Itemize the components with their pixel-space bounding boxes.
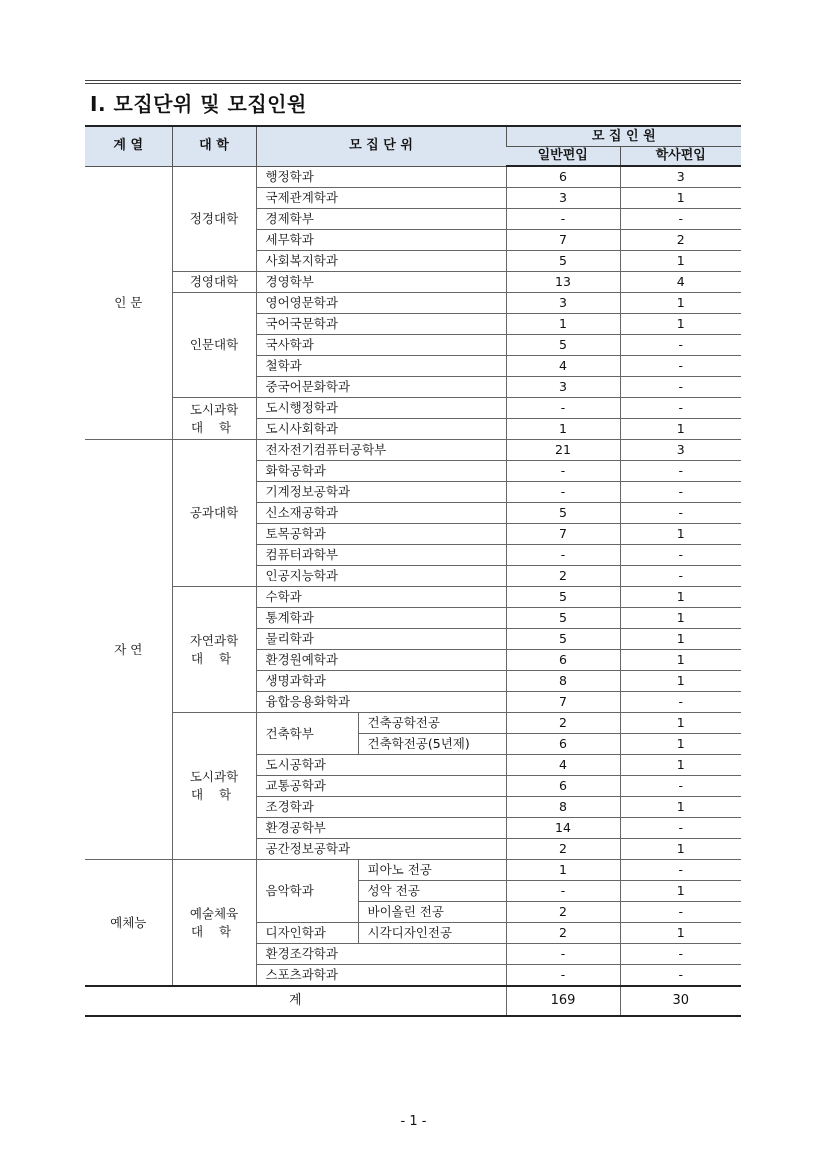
general-cell: 5 (506, 629, 620, 650)
general-cell: 8 (506, 671, 620, 692)
bachelor-cell: 1 (620, 650, 741, 671)
unit-cell: 세무학과 (256, 230, 506, 251)
header-field: 계 열 (85, 126, 172, 166)
sub-unit-cell: 건축학전공(5년제) (358, 734, 506, 755)
unit-cell: 인공지능학과 (256, 566, 506, 587)
field-cell: 인 문 (85, 166, 172, 440)
bachelor-cell: - (620, 776, 741, 797)
bachelor-cell: - (620, 482, 741, 503)
general-cell: 5 (506, 587, 620, 608)
general-cell: - (506, 881, 620, 902)
sub-unit-cell: 피아노 전공 (358, 860, 506, 881)
general-cell: - (506, 461, 620, 482)
unit-cell: 공간정보공학과 (256, 839, 506, 860)
general-cell: 6 (506, 650, 620, 671)
general-cell: 13 (506, 272, 620, 293)
bachelor-cell: - (620, 461, 741, 482)
college-cell: 정경대학 (172, 166, 256, 272)
bachelor-cell: - (620, 545, 741, 566)
sub-unit-cell: 성악 전공 (358, 881, 506, 902)
unit-cell: 스포츠과학과 (256, 965, 506, 987)
table-row (85, 440, 741, 461)
table-row (85, 166, 741, 188)
general-cell: 5 (506, 251, 620, 272)
header-quota: 모 집 인 원 (506, 126, 741, 147)
bachelor-cell: - (620, 965, 741, 987)
college-cell (172, 860, 256, 987)
college-line-1: 예술체육 (189, 905, 239, 921)
college-cell: 공과대학 (172, 440, 256, 587)
bachelor-cell: 1 (620, 755, 741, 776)
general-cell: 5 (506, 608, 620, 629)
unit-cell: 전자전기컴퓨터공학부 (256, 440, 506, 461)
bachelor-cell: 1 (620, 671, 741, 692)
top-rule-2 (85, 83, 741, 84)
college-cell (172, 587, 256, 713)
unit-cell: 경영학부 (256, 272, 506, 293)
general-cell: 3 (506, 377, 620, 398)
general-cell: 2 (506, 902, 620, 923)
bachelor-cell: 1 (620, 251, 741, 272)
unit-cell: 환경원예학과 (256, 650, 506, 671)
unit-cell: 통계학과 (256, 608, 506, 629)
field-cell: 자 연 (85, 440, 172, 860)
header-college: 대 학 (172, 126, 256, 166)
unit-cell: 화학공학과 (256, 461, 506, 482)
bachelor-cell: - (620, 902, 741, 923)
general-cell: 3 (506, 293, 620, 314)
unit-cell: 도시사회학과 (256, 419, 506, 440)
bachelor-cell: 1 (620, 293, 741, 314)
general-cell: 2 (506, 713, 620, 734)
college-line-1: 자연과학 (189, 632, 239, 648)
top-rule (85, 80, 741, 81)
general-cell: 1 (506, 419, 620, 440)
table-row (85, 713, 741, 734)
general-cell: 14 (506, 818, 620, 839)
table-row (85, 398, 741, 419)
general-cell: 7 (506, 524, 620, 545)
bachelor-cell: - (620, 860, 741, 881)
table-row (85, 587, 741, 608)
total-bachelor: 30 (620, 986, 741, 1016)
bachelor-cell: - (620, 356, 741, 377)
unit-cell: 국제관계학과 (256, 188, 506, 209)
general-cell: 1 (506, 314, 620, 335)
bachelor-cell: - (620, 503, 741, 524)
page-title: Ⅰ. 모집단위 및 모집인원 (90, 92, 307, 116)
general-cell: - (506, 944, 620, 965)
college-line-1: 도시과학 (189, 769, 239, 784)
unit-cell: 건축학부 (256, 713, 358, 755)
general-cell: 4 (506, 356, 620, 377)
bachelor-cell: - (620, 566, 741, 587)
general-cell: 7 (506, 230, 620, 251)
quota-table-wrapper (85, 125, 741, 1017)
college-cell (172, 398, 256, 440)
general-cell: 5 (506, 335, 620, 356)
total-row (85, 986, 741, 1016)
unit-cell: 국어국문학과 (256, 314, 506, 335)
bachelor-cell: 1 (620, 629, 741, 650)
bachelor-cell: 2 (620, 230, 741, 251)
unit-cell: 토목공학과 (256, 524, 506, 545)
general-cell: 6 (506, 734, 620, 755)
college-cell: 인문대학 (172, 293, 256, 398)
unit-cell: 디자인학과 (256, 923, 358, 944)
bachelor-cell: 1 (620, 608, 741, 629)
unit-cell: 영어영문학과 (256, 293, 506, 314)
unit-cell: 기계정보공학과 (256, 482, 506, 503)
general-cell: 5 (506, 503, 620, 524)
general-cell: 2 (506, 566, 620, 587)
bachelor-cell: 1 (620, 797, 741, 818)
unit-cell: 컴퓨터과학부 (256, 545, 506, 566)
unit-cell: 융합응용화학과 (256, 692, 506, 713)
bachelor-cell: - (620, 398, 741, 419)
bachelor-cell: - (620, 377, 741, 398)
college-line-1: 도시과학 (189, 401, 239, 417)
general-cell: - (506, 545, 620, 566)
college-cell (172, 713, 256, 860)
bachelor-cell: 1 (620, 839, 741, 860)
bachelor-cell: 4 (620, 272, 741, 293)
sub-unit-cell: 바이올린 전공 (358, 902, 506, 923)
page-number: - 1 - (400, 1114, 427, 1129)
unit-cell: 신소재공학과 (256, 503, 506, 524)
general-cell: 2 (506, 839, 620, 860)
bachelor-cell: - (620, 335, 741, 356)
general-cell: 6 (506, 776, 620, 797)
general-cell: - (506, 965, 620, 987)
general-cell: 21 (506, 440, 620, 461)
bachelor-cell: 1 (620, 713, 741, 734)
unit-cell: 행정학과 (256, 166, 506, 188)
general-cell: 3 (506, 188, 620, 209)
unit-cell: 환경조각학과 (256, 944, 506, 965)
table-row (85, 860, 741, 881)
bachelor-cell: 1 (620, 881, 741, 902)
bachelor-cell: 1 (620, 734, 741, 755)
total-label: 계 (85, 986, 506, 1016)
header-general: 일반편입 (506, 147, 620, 167)
college-line-2: 대 학 (190, 787, 238, 802)
header-bachelor: 학사편입 (620, 147, 741, 167)
college-line-2: 대 학 (190, 650, 238, 666)
unit-cell: 조경학과 (256, 797, 506, 818)
unit-cell: 철학과 (256, 356, 506, 377)
quota-table (85, 125, 741, 1017)
unit-cell: 도시행정학과 (256, 398, 506, 419)
unit-cell: 교통공학과 (256, 776, 506, 797)
sub-unit-cell: 시각디자인전공 (358, 923, 506, 944)
bachelor-cell: 1 (620, 524, 741, 545)
bachelor-cell: - (620, 692, 741, 713)
college-cell: 경영대학 (172, 272, 256, 293)
total-general: 169 (506, 986, 620, 1016)
general-cell: - (506, 482, 620, 503)
unit-cell: 수학과 (256, 587, 506, 608)
unit-cell: 음악학과 (256, 860, 358, 923)
table-row (85, 293, 741, 314)
bachelor-cell: 1 (620, 188, 741, 209)
general-cell: 6 (506, 166, 620, 188)
general-cell: 8 (506, 797, 620, 818)
general-cell: - (506, 209, 620, 230)
unit-cell: 사회복지학과 (256, 251, 506, 272)
general-cell: 7 (506, 692, 620, 713)
sub-unit-cell: 건축공학전공 (358, 713, 506, 734)
unit-cell: 중국어문화학과 (256, 377, 506, 398)
general-cell: 4 (506, 755, 620, 776)
bachelor-cell: 1 (620, 923, 741, 944)
field-cell: 예체능 (85, 860, 172, 987)
general-cell: 1 (506, 860, 620, 881)
bachelor-cell: 3 (620, 440, 741, 461)
bachelor-cell: - (620, 944, 741, 965)
unit-cell: 환경공학부 (256, 818, 506, 839)
unit-cell: 생명과학과 (256, 671, 506, 692)
header-unit: 모 집 단 위 (256, 126, 506, 166)
bachelor-cell: 1 (620, 419, 741, 440)
unit-cell: 경제학부 (256, 209, 506, 230)
bachelor-cell: - (620, 818, 741, 839)
general-cell: 2 (506, 923, 620, 944)
unit-cell: 도시공학과 (256, 755, 506, 776)
college-line-2: 대 학 (190, 923, 238, 939)
general-cell: - (506, 398, 620, 419)
bachelor-cell: - (620, 209, 741, 230)
unit-cell: 물리학과 (256, 629, 506, 650)
bachelor-cell: 3 (620, 166, 741, 188)
college-line-2: 대 학 (190, 419, 238, 435)
unit-cell: 국사학과 (256, 335, 506, 356)
bachelor-cell: 1 (620, 314, 741, 335)
table-row (85, 272, 741, 293)
bachelor-cell: 1 (620, 587, 741, 608)
